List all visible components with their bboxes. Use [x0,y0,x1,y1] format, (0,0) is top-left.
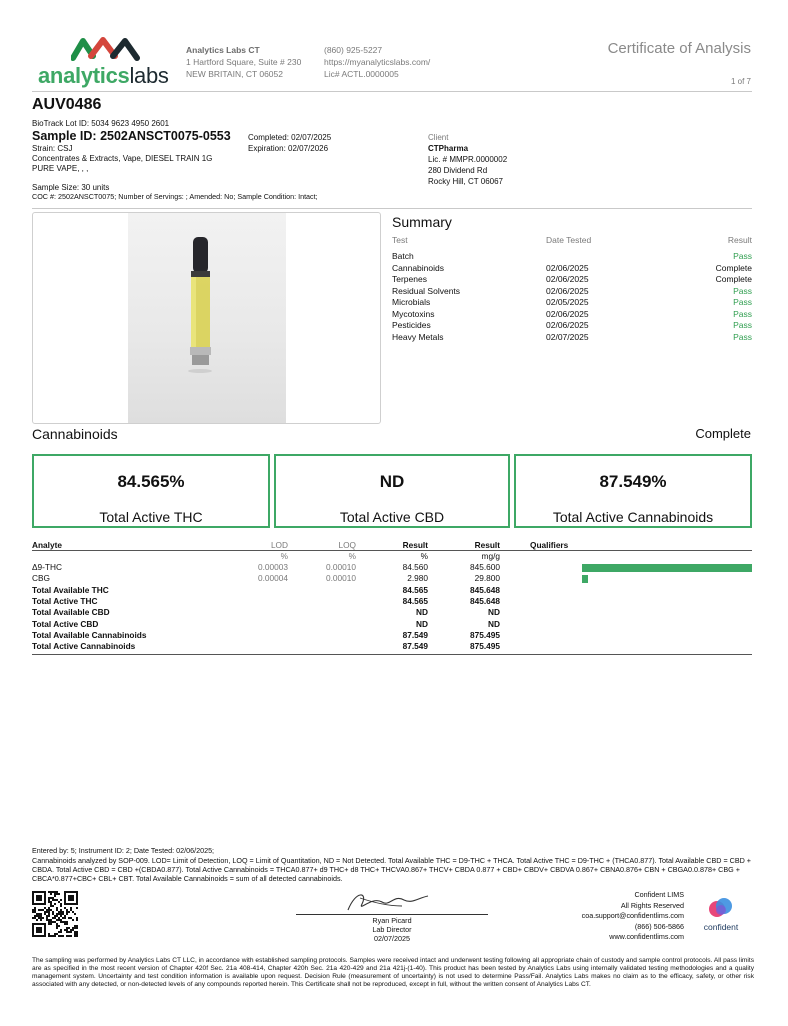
analyte-row [32,562,752,573]
signer-date: 02/07/2025 [374,934,410,943]
logo-text-suffix: labs [129,63,169,88]
signer-title: Lab Director [372,925,412,934]
analyte-row [32,596,752,607]
summary-test: Cannabinoids [392,262,444,273]
cannabinoids-title: Cannabinoids [32,426,118,442]
summary-date: 02/06/2025 [546,262,589,273]
page-number: 1 of 7 [730,77,751,86]
summary-date: 02/05/2025 [546,297,589,307]
summary-row [392,309,752,321]
biotrack-lot-id: BioTrack Lot ID: 5034 9623 4950 2601 [32,119,170,128]
product-image-frame [32,212,381,424]
expiration-date: Expiration: 02/07/2026 [248,144,329,153]
lims-website[interactable]: www.confidentlims.com [609,932,684,941]
total-active-cbd-box [274,454,510,528]
col-result-pct: Result [402,540,428,550]
analyte-result-mg: 845.648 [470,584,500,595]
analyte-result-mg: ND [488,618,500,629]
client-name: CTPharma [428,144,469,153]
client-address1: 280 Dividend Rd [428,166,488,175]
analyte-result-pct: 87.549 [402,641,428,652]
sample-divider [32,208,752,209]
summary-row [392,251,752,263]
analyte-row [32,619,752,630]
col-analyte: Analyte [32,540,62,550]
lab-address-line2: NEW BRITAIN, CT 06052 [186,69,283,79]
lims-name: Confident LIMS [634,890,684,899]
qualifier-bar [582,564,752,572]
vape-cartridge-icon [180,235,220,375]
signer-block [296,916,488,943]
summary-col-result: Result [727,235,752,245]
summary-row [392,320,752,332]
lims-phone: (866) 506-5866 [634,921,684,931]
disclaimer: The sampling was performed by Analytics Labs CT LLC, in accordance with established sampling protocols. Samples were received intact and underwent testing following all appropriate chain of custody and sample control protocols. All pass limits are as specified in the most recent version of Chapter 420f Sec. 21a 408-414, Chapter 420h Sec. 21a 420-429 and 21a 421j-(1-40). This product has been tested by Analytics Labs using internally validated testing methodologies and a quality management system. Uncertainty and test condition information is available upon request. Decision Rule (measurement of uncertainty) is not used to determine Pass/Fail. Analytics Labs makes no claim as to the efficacy, safety, or other risk associated with any detected, or non-detected levels of any compounds reported herein. This Certificate shall not be reproduced, except in full, without the written consent of Analytics Labs CT. [32,957,754,989]
header-divider [32,91,752,92]
analyte-lod: 0.00004 [258,573,288,584]
confident-logo-text: confident [703,922,739,932]
analyte-result-pct: 87.549 [402,629,428,640]
analyte-name: Total Available CBD [32,607,110,618]
summary-row [392,263,752,275]
analyte-result-pct: 2.980 [407,573,428,584]
total-active-cbd-label: Total Active CBD [339,509,445,525]
analyte-row [32,585,752,596]
strain: Strain: CSJ [32,144,73,153]
summary-test: Residual Solvents [392,285,461,296]
cannabinoids-status: Complete [695,426,751,441]
summary-row [392,297,752,309]
analyte-row [32,607,752,618]
summary-col-date: Date Tested [546,235,592,245]
summary-result: Pass [733,285,752,296]
client-label: Client [428,133,449,142]
unit-result-pct: % [420,551,428,561]
summary-result: Complete [715,274,752,284]
lab-license: Lic# ACTL.0000005 [324,69,399,79]
analyte-result-pct: ND [416,618,428,629]
analyte-result-pct: ND [416,607,428,618]
lab-address-line1: 1 Hartford Square, Suite # 230 [186,57,302,67]
summary-test: Mycotoxins [392,308,435,319]
lab-contact [324,44,430,80]
analyte-name: CBG [32,573,50,584]
qualifier-bar [582,575,588,583]
analyte-result-mg: 845.648 [470,595,500,606]
analyte-name: Total Active CBD [32,618,99,629]
confident-logo-icon [707,896,735,920]
total-active-cannabinoids-value: 87.549% [599,472,667,491]
qr-code-icon[interactable] [32,891,78,937]
logo-text-prefix: analytics [38,63,130,88]
analyte-result-pct: 84.565 [402,595,428,606]
analyte-table-bottom [32,654,752,655]
total-active-cannabinoids-label: Total Active Cannabinoids [552,509,714,525]
sample-id: Sample ID: 2502ANSCT0075-0553 [32,129,231,143]
col-qualifiers: Qualifiers [530,540,569,550]
analyte-result-mg: 845.600 [470,562,500,572]
summary-test: Microbials [392,297,431,307]
analyte-name: Total Available THC [32,584,109,595]
summary-result: Pass [733,308,752,319]
summary-test: Heavy Metals [392,331,444,342]
summary-test: Terpenes [392,274,427,284]
completed-date: Completed: 02/07/2025 [248,133,332,142]
lab-phone: (860) 925-5227 [324,45,383,55]
summary-header [392,235,752,247]
logo [38,36,168,92]
summary-test: Batch [392,251,414,261]
unit-loq: % [348,551,356,561]
signer-name: Ryan Picard [372,916,412,925]
summary-date: 02/07/2025 [546,331,589,342]
summary-result: Pass [733,320,752,330]
total-active-cbd-value: ND [379,472,405,491]
unit-lod: % [280,551,288,561]
lims-info [582,890,684,943]
lab-address [186,44,301,80]
analyte-units-row [32,551,752,562]
analyte-result-mg: 875.495 [470,629,500,640]
analyte-lod: 0.00003 [258,562,288,572]
col-result-mg: Result [474,540,500,550]
client-license: Lic. # MMPR.0000002 [428,155,508,164]
summary-date: 02/06/2025 [546,308,589,319]
total-active-thc-box [32,454,270,528]
analyte-result-pct: 84.565 [402,584,428,595]
summary-col-test: Test [392,235,408,245]
summary-date: 02/06/2025 [546,274,589,284]
entered-by: Entered by: 5; Instrument ID: 2; Date Tested: 02/06/2025; [32,846,215,855]
logo-text [38,63,169,89]
analyte-result-mg: 875.495 [470,641,500,652]
summary-date: 02/06/2025 [546,285,589,296]
analyte-name: Total Available Cannabinoids [32,629,147,640]
document-title: Certificate of Analysis [607,40,751,57]
summary-row [392,332,752,344]
logo-mountains-icon [71,36,141,62]
summary-result: Complete [715,262,752,273]
coc-details: COC #: 2502ANSCT0075; Number of Servings: ; Amended: No; Sample Condition: Intact; [32,192,318,201]
signature-image [342,888,432,916]
product-photo [128,213,286,423]
summary-result: Pass [733,297,752,307]
product-category: Concentrates & Extracts, Vape, DIESEL TRAIN 1G [32,154,213,163]
analyte-row [32,641,752,652]
unit-result-mg: mg/g [481,551,500,561]
summary-result: Pass [733,331,752,342]
analyte-name: Total Active Cannabinoids [32,641,136,652]
analyte-result-mg: ND [488,607,500,618]
analyte-row [32,630,752,641]
analyte-row [32,573,752,584]
sample-size: Sample Size: 30 units [32,183,110,192]
analyte-loq: 0.00010 [326,573,356,584]
summary-date: 02/06/2025 [546,320,589,330]
analyte-loq: 0.00010 [326,562,356,572]
summary-row [392,274,752,286]
lims-rights: All Rights Reserved [620,900,684,910]
signature-line [296,914,488,915]
confident-logo [696,896,746,936]
summary-result: Pass [733,251,752,261]
total-active-cannabinoids-box [514,454,752,528]
analyte-result-mg: 29.800 [474,573,500,584]
summary-title: Summary [392,214,452,230]
sample-code: AUV0486 [32,96,102,113]
total-active-thc-label: Total Active THC [99,509,203,525]
client-address2: Rocky Hill, CT 06067 [428,177,503,186]
col-loq: LOQ [338,540,356,550]
analyte-name: Total Active THC [32,595,98,606]
summary-test: Pesticides [392,320,431,330]
analyte-result-pct: 84.560 [402,562,428,572]
analyte-name: Δ9-THC [32,562,62,572]
col-lod: LOD [270,540,288,550]
product-name: PURE VAPE, , , [32,164,89,173]
client-block [428,132,507,187]
lab-website[interactable]: https://myanalyticslabs.com/ [324,57,431,67]
lims-email[interactable]: coa.support@confidentlims.com [581,911,684,920]
total-active-thc-value: 84.565% [117,472,185,491]
summary-row [392,286,752,298]
method-notes: Cannabinoids analyzed by SOP-009. LOD= Limit of Detection, LOQ = Limit of Quantitation, ND = Not Detected. Total Available THC = D9-THC + THCA. Total Active THC = D9-THC + (THCA0.877). Total Available CBD = CBD + CBDA. Total Active CBD = CBD +(CBDA0.877). Total Active Cannabinoids = THCA0.877+ d9 THC+ d8 THC+ THCVA0.867+ THCV+ CBDA 0.877 + CBD+ CBDV+ CBDVA 0.867+ CBNA0.876+ CBN + CBGA0.0.878+ CBG + CBCA*0.877+CBC+ CBL+ CBT. Total Available Cannabinoids = sum of all detected cannabinoids. [32,856,752,883]
lab-name: Analytics Labs CT [186,45,260,55]
